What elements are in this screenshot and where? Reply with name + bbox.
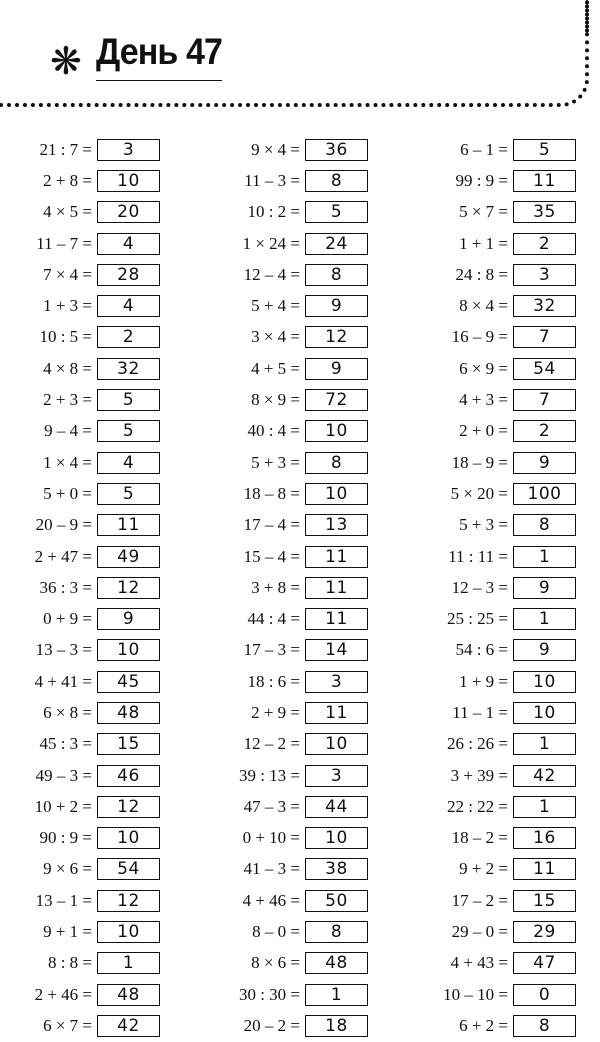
- exercise-row: [416, 228, 600, 259]
- exercise-row: [208, 1010, 408, 1041]
- exercise-expression: 15 – 4 =: [243, 546, 300, 566]
- exercise-row: [0, 447, 200, 478]
- exercise-expression: 47 – 3 =: [243, 796, 300, 816]
- exercise-row: [208, 322, 408, 353]
- exercise-row: [208, 290, 408, 321]
- exercise-row: [208, 791, 408, 822]
- answer-box[interactable]: 5: [305, 201, 368, 223]
- answer-box[interactable]: 10: [97, 827, 160, 849]
- exercise-expression: 54 : 6 =: [455, 640, 508, 660]
- answer-box[interactable]: 49: [97, 546, 160, 568]
- exercise-expression: 4 + 41 =: [34, 671, 92, 691]
- exercise-row: [208, 729, 408, 760]
- exercise-row: [208, 416, 408, 447]
- answer-box[interactable]: 1: [513, 608, 576, 630]
- answer-box[interactable]: 47: [513, 952, 576, 974]
- page-header: [50, 32, 233, 81]
- exercise-expression: 11 – 3 =: [244, 170, 300, 190]
- exercise-row: [416, 259, 600, 290]
- exercise-expression: 29 – 0 =: [451, 922, 508, 942]
- answer-box[interactable]: 11: [305, 702, 368, 724]
- exercise-expression: 7 × 4 =: [43, 264, 92, 284]
- answer-box[interactable]: 24: [305, 233, 368, 255]
- answer-box[interactable]: 48: [97, 702, 160, 724]
- exercise-expression: 30 : 30 =: [238, 984, 300, 1004]
- exercise-row: [208, 635, 408, 666]
- answer-box[interactable]: 11: [305, 546, 368, 568]
- exercise-row: [416, 572, 600, 603]
- exercise-row: [0, 916, 200, 947]
- exercise-row: [208, 259, 408, 290]
- exercise-row: [0, 541, 200, 572]
- exercise-row: [416, 165, 600, 196]
- exercise-row: [208, 823, 408, 854]
- exercise-expression: 11 : 11 =: [448, 546, 508, 566]
- exercise-row: [0, 979, 200, 1010]
- answer-box[interactable]: 4: [97, 233, 160, 255]
- exercise-row: [0, 1010, 200, 1041]
- answer-box[interactable]: 54: [97, 858, 160, 880]
- exercise-expression: 0 + 9 =: [43, 609, 92, 629]
- exercise-expression: 0 + 10 =: [242, 828, 300, 848]
- exercise-row: [0, 697, 200, 728]
- exercise-row: [208, 666, 408, 697]
- exercise-row: [416, 510, 600, 541]
- answer-box[interactable]: 9: [513, 577, 576, 599]
- exercise-expression: 5 + 4 =: [251, 296, 300, 316]
- exercise-row: [416, 290, 600, 321]
- answer-box[interactable]: 8: [305, 452, 368, 474]
- exercise-expression: 39 : 13 =: [238, 765, 300, 785]
- answer-box[interactable]: 3: [305, 765, 368, 787]
- exercise-expression: 8 : 8 =: [47, 953, 92, 973]
- exercise-row: [208, 510, 408, 541]
- exercise-expression: 9 – 4 =: [44, 421, 92, 441]
- answer-box[interactable]: 48: [305, 952, 368, 974]
- exercise-expression: 8 – 0 =: [252, 922, 300, 942]
- answer-box[interactable]: 1: [513, 733, 576, 755]
- exercise-row: [0, 384, 200, 415]
- asterisk-icon: ❋: [50, 39, 82, 83]
- exercise-row: [208, 854, 408, 885]
- answer-box[interactable]: 50: [305, 890, 368, 912]
- answer-box[interactable]: 45: [97, 671, 160, 693]
- exercise-row: [416, 854, 600, 885]
- answer-box[interactable]: 7: [513, 326, 576, 348]
- exercise-expression: 5 + 3 =: [459, 515, 508, 535]
- exercise-row: [208, 541, 408, 572]
- exercise-expression: 11 – 7 =: [36, 233, 92, 253]
- answer-box[interactable]: 42: [513, 765, 576, 787]
- answer-box[interactable]: 38: [305, 858, 368, 880]
- exercise-row: [416, 791, 600, 822]
- answer-box[interactable]: 3: [97, 139, 160, 161]
- exercise-expression: 1 + 1 =: [459, 233, 508, 253]
- exercise-row: [416, 447, 600, 478]
- exercise-row: [416, 823, 600, 854]
- exercise-expression: 1 + 3 =: [43, 296, 92, 316]
- answer-box[interactable]: 16: [513, 827, 576, 849]
- exercise-row: [208, 603, 408, 634]
- exercise-row: [416, 979, 600, 1010]
- exercise-row: [208, 948, 408, 979]
- exercise-expression: 17 – 4 =: [243, 515, 300, 535]
- exercise-expression: 44 : 4 =: [247, 609, 300, 629]
- exercise-row: [0, 666, 200, 697]
- exercise-expression: 6 × 7 =: [43, 1015, 92, 1035]
- exercise-expression: 10 : 2 =: [247, 202, 300, 222]
- exercise-expression: 24 : 8 =: [455, 264, 508, 284]
- exercise-row: [208, 384, 408, 415]
- answer-box[interactable]: 10: [305, 420, 368, 442]
- exercise-expression: 6 + 2 =: [459, 1015, 508, 1035]
- exercise-expression: 10 + 2 =: [34, 796, 92, 816]
- answer-box[interactable]: 42: [97, 1015, 160, 1037]
- exercise-expression: 40 : 4 =: [247, 421, 300, 441]
- exercise-row: [416, 760, 600, 791]
- exercise-expression: 18 – 8 =: [243, 483, 300, 503]
- answer-box[interactable]: 12: [305, 326, 368, 348]
- exercise-row: [208, 165, 408, 196]
- answer-box[interactable]: 8: [305, 921, 368, 943]
- exercise-row: [0, 729, 200, 760]
- exercise-row: [208, 697, 408, 728]
- answer-box[interactable]: 9: [305, 358, 368, 380]
- answer-box[interactable]: 1: [97, 952, 160, 974]
- exercise-expression: 9 + 1 =: [43, 922, 92, 942]
- answer-box[interactable]: 9: [97, 608, 160, 630]
- exercise-row: [208, 197, 408, 228]
- exercise-expression: 17 – 2 =: [451, 890, 508, 910]
- exercise-row: [416, 697, 600, 728]
- exercise-row: [208, 228, 408, 259]
- exercise-column: [0, 134, 200, 1042]
- exercise-expression: 8 × 4 =: [459, 296, 508, 316]
- answer-box[interactable]: 3: [305, 671, 368, 693]
- exercise-row: [0, 791, 200, 822]
- exercise-row: [416, 541, 600, 572]
- exercise-expression: 2 + 8 =: [43, 170, 92, 190]
- exercise-row: [416, 603, 600, 634]
- answer-box[interactable]: 0: [513, 984, 576, 1006]
- answer-box[interactable]: 72: [305, 389, 368, 411]
- exercise-row: [208, 572, 408, 603]
- exercise-expression: 6 × 9 =: [459, 358, 508, 378]
- exercise-expression: 4 + 46 =: [242, 890, 300, 910]
- exercise-row: [0, 353, 200, 384]
- exercise-row: [416, 635, 600, 666]
- answer-box[interactable]: 10: [305, 483, 368, 505]
- exercise-row: [0, 854, 200, 885]
- answer-box[interactable]: 15: [97, 733, 160, 755]
- exercise-row: [416, 948, 600, 979]
- answer-box[interactable]: 10: [513, 702, 576, 724]
- answer-box[interactable]: 7: [513, 389, 576, 411]
- answer-box[interactable]: 10: [97, 639, 160, 661]
- answer-box[interactable]: 2: [97, 326, 160, 348]
- exercise-expression: 9 × 4 =: [251, 139, 300, 159]
- exercise-expression: 5 × 20 =: [450, 483, 508, 503]
- exercise-expression: 2 + 46 =: [34, 984, 92, 1004]
- answer-box[interactable]: 3: [513, 264, 576, 286]
- exercise-expression: 9 + 2 =: [459, 859, 508, 879]
- exercise-column: [208, 134, 408, 1042]
- exercise-expression: 12 – 2 =: [243, 734, 300, 754]
- exercise-row: [416, 1010, 600, 1041]
- exercise-expression: 12 – 4 =: [243, 264, 300, 284]
- exercise-expression: 11 – 1 =: [452, 702, 508, 722]
- exercise-expression: 3 + 8 =: [251, 577, 300, 597]
- answer-box[interactable]: 11: [513, 858, 576, 880]
- exercise-expression: 13 – 3 =: [35, 640, 92, 660]
- exercise-row: [416, 384, 600, 415]
- exercise-expression: 8 × 9 =: [251, 390, 300, 410]
- exercise-expression: 1 + 9 =: [459, 671, 508, 691]
- answer-box[interactable]: 11: [305, 577, 368, 599]
- page-title: День 47: [96, 32, 222, 81]
- exercise-row: [0, 290, 200, 321]
- exercise-expression: 49 – 3 =: [35, 765, 92, 785]
- exercise-row: [0, 635, 200, 666]
- exercise-expression: 12 – 3 =: [451, 577, 508, 597]
- exercise-row: [416, 134, 600, 165]
- exercise-expression: 45 : 3 =: [39, 734, 92, 754]
- answer-box[interactable]: 18: [305, 1015, 368, 1037]
- answer-box[interactable]: 5: [97, 483, 160, 505]
- answer-box[interactable]: 5: [513, 139, 576, 161]
- exercise-row: [208, 353, 408, 384]
- exercise-expression: 18 : 6 =: [247, 671, 300, 691]
- exercise-expression: 2 + 47 =: [34, 546, 92, 566]
- answer-box[interactable]: 1: [513, 796, 576, 818]
- answer-box[interactable]: 11: [97, 514, 160, 536]
- answer-box[interactable]: 4: [97, 452, 160, 474]
- answer-box[interactable]: 36: [305, 139, 368, 161]
- exercise-expression: 3 + 39 =: [450, 765, 508, 785]
- exercise-row: [0, 572, 200, 603]
- answer-box[interactable]: 12: [97, 890, 160, 912]
- exercise-row: [0, 165, 200, 196]
- answer-box[interactable]: 32: [513, 295, 576, 317]
- answer-box[interactable]: 1: [305, 984, 368, 1006]
- answer-box[interactable]: 54: [513, 358, 576, 380]
- answer-box[interactable]: 8: [513, 1015, 576, 1037]
- exercise-expression: 21 : 7 =: [39, 139, 92, 159]
- exercise-row: [0, 228, 200, 259]
- answer-box[interactable]: 10: [305, 733, 368, 755]
- exercise-expression: 25 : 25 =: [446, 609, 508, 629]
- exercise-expression: 5 + 0 =: [43, 483, 92, 503]
- answer-box[interactable]: 44: [305, 796, 368, 818]
- exercise-expression: 10 : 5 =: [39, 327, 92, 347]
- answer-box[interactable]: 2: [513, 233, 576, 255]
- exercise-expression: 8 × 6 =: [251, 953, 300, 973]
- exercise-expression: 13 – 1 =: [35, 890, 92, 910]
- answer-box[interactable]: 10: [513, 671, 576, 693]
- exercise-expression: 17 – 3 =: [243, 640, 300, 660]
- exercise-expression: 18 – 9 =: [451, 452, 508, 472]
- exercise-row: [0, 322, 200, 353]
- answer-box[interactable]: 2: [513, 420, 576, 442]
- exercise-row: [0, 478, 200, 509]
- answer-box[interactable]: 8: [305, 170, 368, 192]
- exercise-expression: 5 × 7 =: [459, 202, 508, 222]
- exercise-row: [416, 729, 600, 760]
- answer-box[interactable]: 20: [97, 201, 160, 223]
- answer-box[interactable]: 10: [97, 921, 160, 943]
- exercise-expression: 4 × 5 =: [43, 202, 92, 222]
- exercise-expression: 41 – 3 =: [243, 859, 300, 879]
- exercise-row: [0, 885, 200, 916]
- exercise-expression: 18 – 2 =: [451, 828, 508, 848]
- exercise-expression: 5 + 3 =: [251, 452, 300, 472]
- exercise-row: [208, 916, 408, 947]
- answer-box[interactable]: 48: [97, 984, 160, 1006]
- exercise-row: [416, 478, 600, 509]
- answer-box[interactable]: 11: [305, 608, 368, 630]
- exercise-expression: 26 : 26 =: [446, 734, 508, 754]
- answer-box[interactable]: 9: [305, 295, 368, 317]
- exercise-row: [416, 666, 600, 697]
- exercise-row: [0, 823, 200, 854]
- answer-box[interactable]: 11: [513, 170, 576, 192]
- exercise-expression: 4 + 3 =: [459, 390, 508, 410]
- answer-box[interactable]: 5: [97, 420, 160, 442]
- exercise-expression: 20 – 2 =: [243, 1015, 300, 1035]
- answer-box[interactable]: 1: [513, 546, 576, 568]
- exercise-expression: 6 – 1 =: [460, 139, 508, 159]
- exercise-row: [416, 885, 600, 916]
- answer-box[interactable]: 29: [513, 921, 576, 943]
- exercise-row: [208, 134, 408, 165]
- exercise-expression: 1 × 4 =: [43, 452, 92, 472]
- exercise-expression: 2 + 0 =: [459, 421, 508, 441]
- answer-box[interactable]: 9: [513, 639, 576, 661]
- answer-box[interactable]: 8: [305, 264, 368, 286]
- exercise-row: [208, 979, 408, 1010]
- exercise-row: [416, 197, 600, 228]
- exercise-row: [0, 416, 200, 447]
- answer-box[interactable]: 4: [97, 295, 160, 317]
- answer-box[interactable]: 15: [513, 890, 576, 912]
- exercise-row: [0, 948, 200, 979]
- exercise-expression: 4 × 8 =: [43, 358, 92, 378]
- exercise-expression: 9 × 6 =: [43, 859, 92, 879]
- answer-box[interactable]: 28: [97, 264, 160, 286]
- exercise-row: [0, 197, 200, 228]
- exercise-row: [416, 353, 600, 384]
- exercise-expression: 2 + 3 =: [43, 390, 92, 410]
- exercise-row: [208, 760, 408, 791]
- exercise-expression: 36 : 3 =: [39, 577, 92, 597]
- exercise-row: [416, 916, 600, 947]
- exercise-expression: 90 : 9 =: [39, 828, 92, 848]
- answer-box[interactable]: 12: [97, 796, 160, 818]
- exercise-expression: 99 : 9 =: [455, 170, 508, 190]
- exercise-expression: 22 : 22 =: [446, 796, 508, 816]
- exercise-row: [208, 478, 408, 509]
- exercise-row: [0, 603, 200, 634]
- exercise-expression: 10 – 10 =: [443, 984, 508, 1004]
- answer-box[interactable]: 8: [513, 514, 576, 536]
- answer-box[interactable]: 14: [305, 639, 368, 661]
- exercise-expression: 4 + 43 =: [450, 953, 508, 973]
- answer-box[interactable]: 10: [97, 170, 160, 192]
- answer-box[interactable]: 13: [305, 514, 368, 536]
- exercise-row: [0, 134, 200, 165]
- exercise-row: [208, 447, 408, 478]
- answer-box[interactable]: 32: [97, 358, 160, 380]
- answer-box[interactable]: 12: [97, 577, 160, 599]
- exercise-expression: 16 – 9 =: [451, 327, 508, 347]
- exercise-row: [0, 259, 200, 290]
- exercise-row: [416, 416, 600, 447]
- exercise-expression: 6 × 8 =: [43, 702, 92, 722]
- exercise-row: [0, 760, 200, 791]
- answer-box[interactable]: 100: [513, 483, 576, 505]
- answer-box[interactable]: 10: [305, 827, 368, 849]
- answer-box[interactable]: 35: [513, 201, 576, 223]
- exercise-expression: 2 + 9 =: [251, 702, 300, 722]
- exercise-expression: 4 + 5 =: [251, 358, 300, 378]
- answer-box[interactable]: 9: [513, 452, 576, 474]
- exercise-row: [0, 510, 200, 541]
- exercise-column: [416, 134, 600, 1042]
- exercise-expression: 20 – 9 =: [35, 515, 92, 535]
- exercise-expression: 1 × 24 =: [242, 233, 300, 253]
- exercise-row: [416, 322, 600, 353]
- exercise-row: [208, 885, 408, 916]
- exercise-expression: 3 × 4 =: [251, 327, 300, 347]
- answer-box[interactable]: 46: [97, 765, 160, 787]
- answer-box[interactable]: 5: [97, 389, 160, 411]
